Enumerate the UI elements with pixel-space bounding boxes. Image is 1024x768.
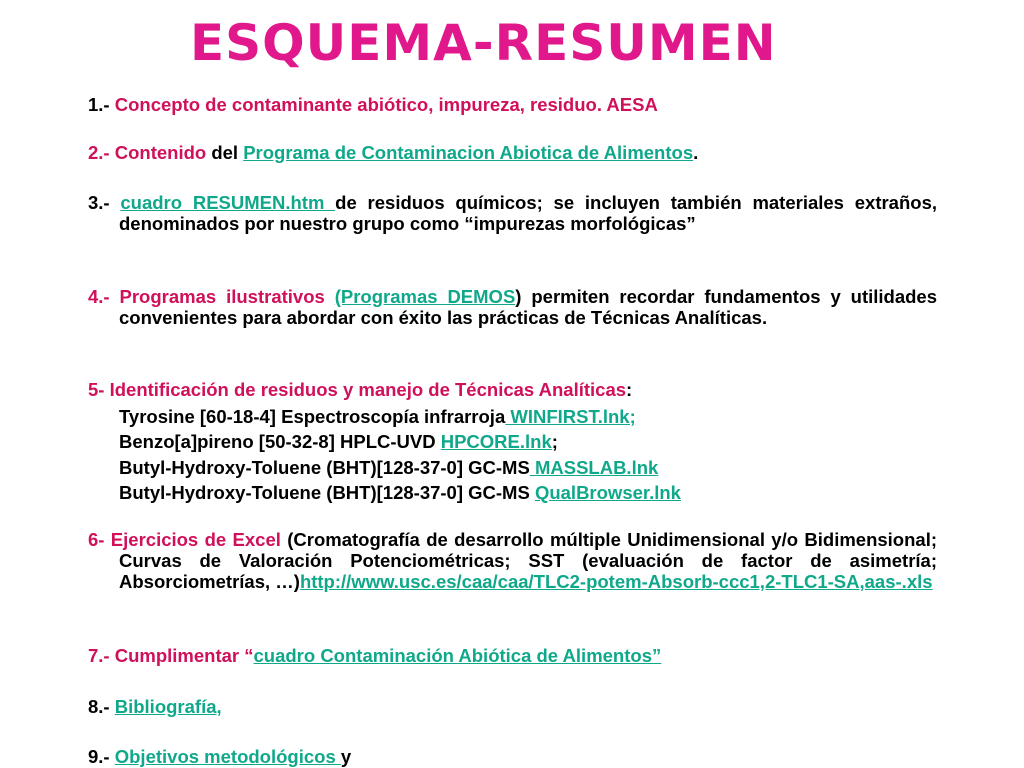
programas-demos-link[interactable]: (Programas DEMOS <box>334 286 516 307</box>
item-9 <box>88 746 906 767</box>
item-4-prefix: Programas ilustrativos <box>119 286 325 307</box>
item-5-line-2-suffix: ; <box>551 431 558 452</box>
item-2-prefix: Contenido <box>114 142 207 163</box>
masslab-link[interactable]: MASSLAB.lnk <box>529 457 659 478</box>
item-5-line-3 <box>119 457 658 478</box>
excel-xls-link[interactable]: http://www.usc.es/caa/caa/TLC2-potem-Absorb-ccc1,2-TLC1-SA,aas-.xls <box>299 571 933 592</box>
item-5-line-1 <box>119 406 636 427</box>
item-1-number: 1.- <box>88 94 115 115</box>
item-8-number: 8.- <box>88 696 115 717</box>
item-6-text: (Cromatografía de desarrollo múltiple Unidimensional y/o Bidimensional; Curvas de Valoración Potenciométricas; SST (evaluación de factor de asimetría; Absorciometrías, …) <box>119 529 937 592</box>
item-3-text: de residuos químicos; se incluyen también materiales extraños, denominados por nuestro grupo como “impurezas morfológicas” <box>119 192 938 234</box>
bibliografia-link[interactable]: Bibliografía, <box>114 696 222 717</box>
item-9-number: 9.- <box>88 746 115 767</box>
cuadro-resumen-link[interactable]: cuadro RESUMEN.htm <box>120 192 336 213</box>
item-5-heading: 5- Identificación de residuos y manejo de Técnicas Analíticas <box>88 379 627 400</box>
item-5-line-2 <box>119 431 558 452</box>
item-2-suffix: . <box>693 142 699 163</box>
item-4 <box>88 286 937 328</box>
item-1 <box>88 94 906 115</box>
winfirst-link[interactable]: WINFIRST.lnk; <box>505 406 636 427</box>
item-2-mid: del <box>206 142 244 163</box>
item-5-colon: : <box>626 379 633 400</box>
programa-contaminacion-link[interactable]: Programa de Contaminacion Abiotica de Alimentos <box>243 142 694 163</box>
item-1-text: Concepto de contaminante abiótico, impureza, residuo. AESA <box>114 94 658 115</box>
item-5-line-4 <box>119 482 681 503</box>
qualbrowser-link[interactable]: QualBrowser.lnk <box>534 482 681 503</box>
item-5-line-3-text: Butyl-Hydroxy-Toluene (BHT)[128-37-0] GC-MS <box>119 457 530 478</box>
item-2-number: 2.- <box>88 142 115 163</box>
item-6-prefix: 6- Ejercicios de Excel <box>88 529 281 550</box>
item-6 <box>88 529 937 592</box>
item-7-prefix: 7.- Cumplimentar <box>88 645 245 666</box>
item-5-line-1-text: Tyrosine [60-18-4] Espectroscopía infrarroja <box>119 406 506 427</box>
item-3 <box>88 192 937 234</box>
item-5 <box>88 379 906 400</box>
item-5-line-2-text: Benzo[a]pireno [50-32-8] HPLC-UVD <box>119 431 441 452</box>
page-title: ESQUEMA-RESUMEN <box>190 14 777 72</box>
item-2 <box>88 142 906 163</box>
hpcore-link[interactable]: HPCORE.lnk <box>440 431 552 452</box>
item-4-text: ) permiten recordar fundamentos y utilidades convenientes para abordar con éxito las prácticas de Técnicas Analíticas. <box>119 286 938 328</box>
item-7 <box>88 645 906 666</box>
cuadro-contaminacion-link[interactable]: cuadro Contaminación Abiótica de Alimentos” <box>253 645 662 666</box>
item-7-quote: “ <box>244 645 254 666</box>
item-9-suffix: y <box>340 746 352 767</box>
item-4-number: 4.- <box>88 286 120 307</box>
item-3-number: 3.- <box>88 192 121 213</box>
objetivos-link[interactable]: Objetivos metodológicos <box>114 746 341 767</box>
item-5-line-4-text: Butyl-Hydroxy-Toluene (BHT)[128-37-0] GC-MS <box>119 482 535 503</box>
item-8 <box>88 696 906 717</box>
